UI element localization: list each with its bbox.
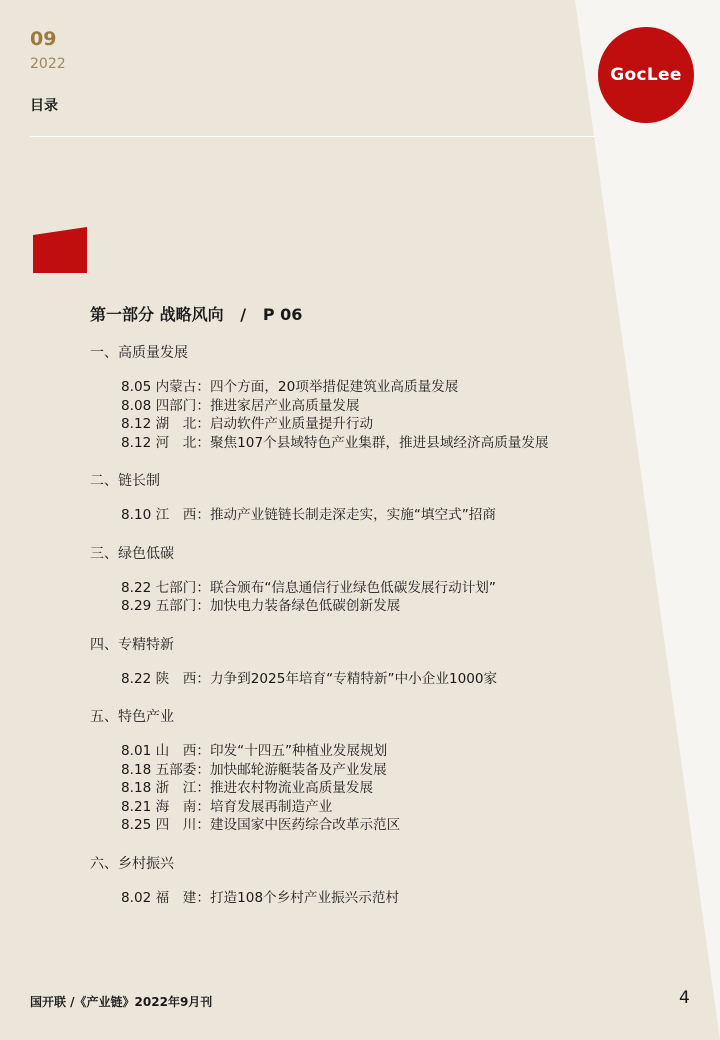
header-divider [30,136,595,137]
logo-text: GocLee [610,65,682,85]
toc-section [90,344,650,452]
goclee-logo [598,27,694,123]
toc-sections [90,344,650,927]
toc-section [90,545,650,616]
section-items [90,889,650,908]
red-block-icon [33,227,87,273]
toc-label: 目录 [30,98,58,114]
section-items [90,742,650,835]
toc-entry[interactable]: 8.22 七部门：联合颁布“信息通信行业绿色低碳发展行动计划” [121,579,496,596]
page-number: 4 [679,988,690,1008]
toc-entry[interactable]: 8.02 福 建：打造108个乡村产业振兴示范村 [121,889,400,906]
toc-entry[interactable]: 8.05 内蒙古：四个方面，20项举措促建筑业高质量发展 [121,379,459,395]
issue-year: 2022 [30,56,66,72]
section-title: 二、链长制 [90,473,160,489]
toc-entry[interactable]: 8.22 陕 西：力争到2025年培育“专精特新”中小企业1000家 [121,670,498,687]
footer-publication: 国开联 /《产业链》2022年9月刊 [30,995,213,1009]
toc-entry[interactable]: 8.18 浙 江：推进农村物流业高质量发展 [121,780,374,796]
toc-entry[interactable]: 8.25 四 川：建设国家中医药综合改革示范区 [121,817,401,833]
toc-section [90,472,650,525]
toc-section [90,636,650,689]
section-title: 三、绿色低碳 [90,545,174,562]
section-items [90,670,650,689]
section-items [90,579,650,616]
toc-section [90,708,650,835]
toc-entry[interactable]: 8.08 四部门：推进家居产业高质量发展 [121,397,360,414]
toc-entry[interactable]: 8.12 河 北：聚焦107个县域特色产业集群，推进县域经济高质量发展 [121,434,549,451]
toc-entry[interactable]: 8.10 江 西：推动产业链链长制走深走实，实施“填空式”招商 [121,507,496,523]
section-items [90,506,650,525]
toc-entry[interactable]: 8.12 湖 北：启动软件产业质量提升行动 [121,416,374,432]
section-items [90,378,650,452]
section-title: 四、专精特新 [90,636,174,653]
toc-entry[interactable]: 8.01 山 西：印发“十四五”种植业发展规划 [121,743,388,759]
part-title: 第一部分 战略风向 / P 06 [90,305,303,324]
issue-month: 09 [30,28,57,50]
toc-section [90,855,650,908]
toc-entry[interactable]: 8.21 海 南：培育发展再制造产业 [121,798,333,815]
section-title: 五、特色产业 [90,709,174,725]
section-title: 六、乡村振兴 [90,855,174,872]
toc-entry[interactable]: 8.18 五部委：加快邮轮游艇装备及产业发展 [121,761,387,778]
section-title: 一、高质量发展 [90,345,188,361]
toc-entry[interactable]: 8.29 五部门：加快电力装备绿色低碳创新发展 [121,598,401,614]
